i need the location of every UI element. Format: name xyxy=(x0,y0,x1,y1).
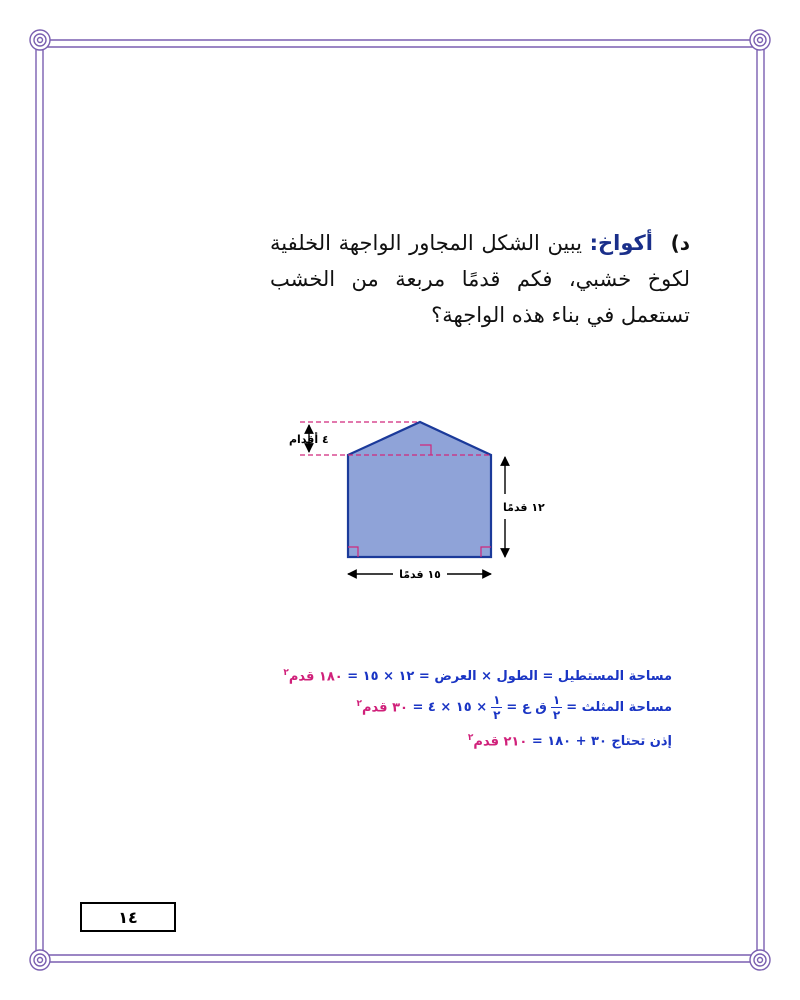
solution-block xyxy=(112,662,672,758)
solution-line-triangle: مساحة المثلث = $\frac{١}{٢}$ ق ع = $\frac{١}{٢}$ × ١٥ × ٤ = ٣٠ قدم$^٢$ xyxy=(356,692,672,722)
half-fraction: $\frac{١}{٢}$ xyxy=(552,692,561,722)
solution-line-rectangle: مساحة المستطيل = الطول × العرض = ١٢ × ١٥ = ١٨٠ قدم$^٢$ xyxy=(283,667,672,685)
cabin-diagram xyxy=(245,412,545,587)
solution-line-total: إذن تحتاج ٣٠ + ١٨٠ = ٢١٠ قدم$^٢$ xyxy=(467,732,672,750)
height-label: ٤ أقدام xyxy=(289,433,329,446)
base-label: ١٥ قدمًا xyxy=(399,568,441,581)
question-body: يبين الشكل المجاور الواجهة الخلفية لكوخ خشبي، فكم قدمًا مربعة من الخشب تستعمل في بناء هذه الواجهة؟ xyxy=(270,231,690,327)
side-label: ١٢ قدمًا xyxy=(503,501,545,514)
half-fraction-2: $\frac{١}{٢}$ xyxy=(493,692,501,722)
cabin-shape xyxy=(348,422,491,557)
page-number: ١٤ xyxy=(80,902,176,932)
question-letter: د) xyxy=(670,231,690,255)
question-title: أكواخ: xyxy=(589,231,653,255)
question-block xyxy=(270,225,690,333)
